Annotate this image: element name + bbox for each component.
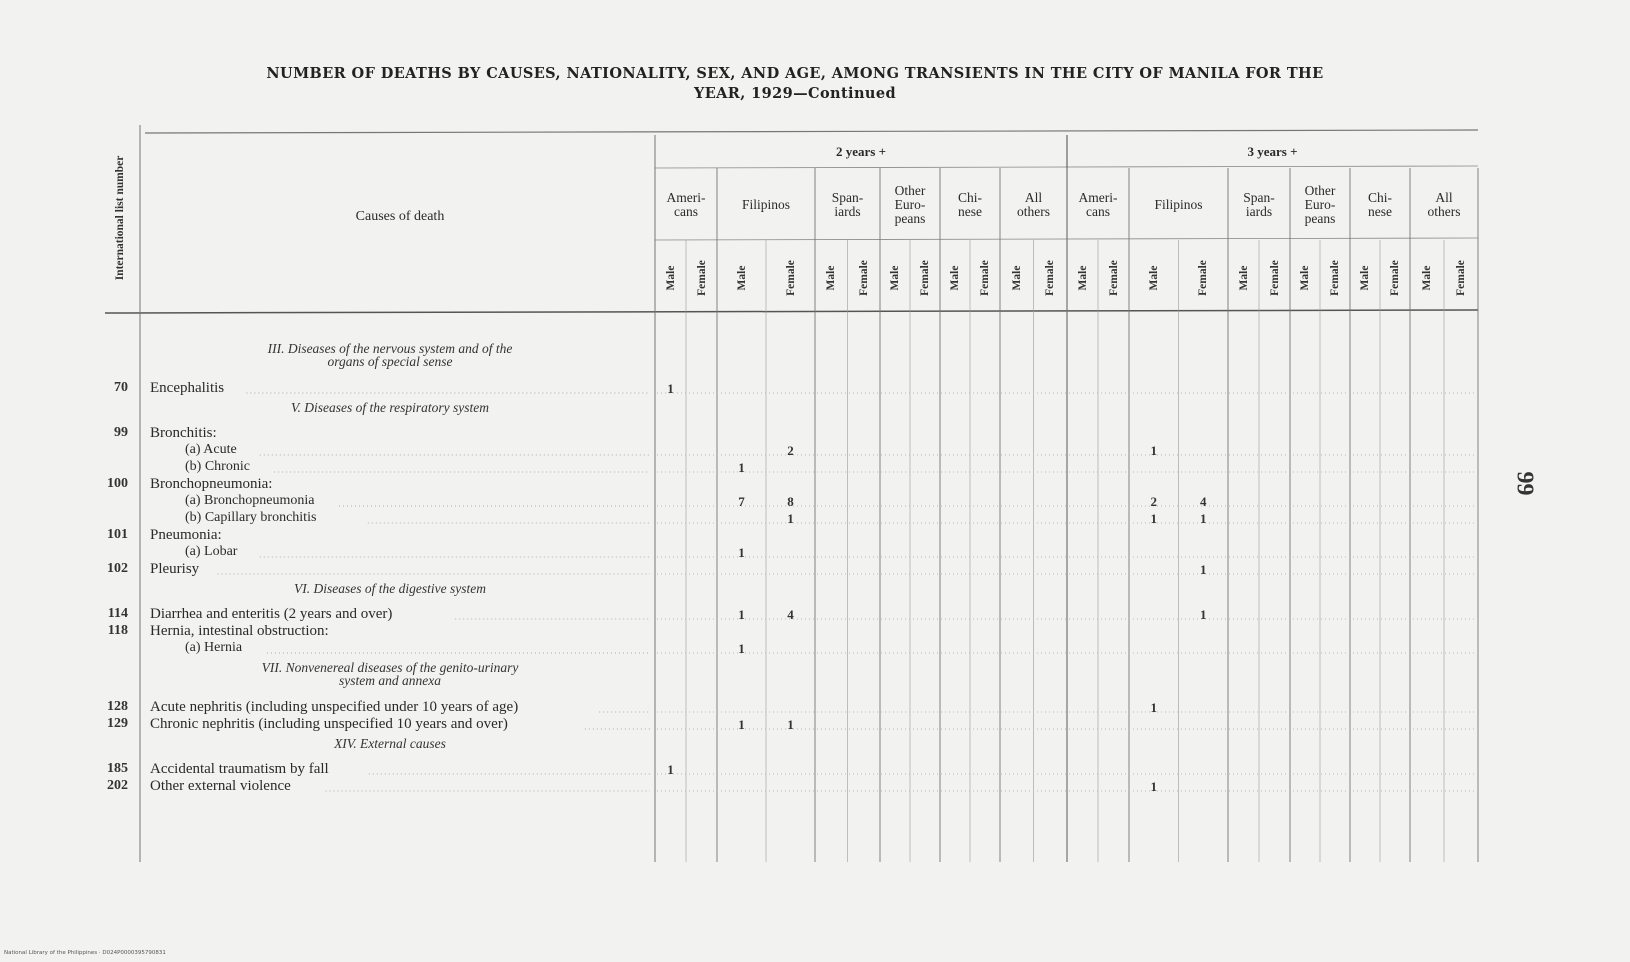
cell-value: 8 [787, 494, 794, 509]
header-sex-4: Male [825, 265, 838, 291]
header-sex-11: Female [1044, 260, 1057, 296]
header-nationality-0-3: Other Euro- peans [894, 183, 926, 226]
section-heading: VI. Diseases of the digestive system [294, 581, 486, 596]
row-number: 100 [107, 476, 128, 491]
title-line-1: NUMBER OF DEATHS BY CAUSES, NATIONALITY, SEX, AND AGE, AMONG TRANSIENTS IN THE CITY OF MANILA FOR THE [266, 65, 1324, 82]
cell-value: 1 [738, 607, 745, 622]
cell-value: 1 [738, 545, 745, 560]
header-nationality-1-2: Span- iards [1243, 190, 1275, 219]
header-sex-3: Female [784, 260, 797, 296]
header-sex-13: Female [1107, 260, 1120, 296]
cell-value: 1 [1150, 700, 1157, 715]
cell-value: 1 [1150, 511, 1157, 526]
section-heading: III. Diseases of the nervous system and of the organs of special sense [267, 341, 513, 369]
cell-value: 1 [738, 641, 745, 656]
header-bottom-rule [105, 310, 1478, 313]
cell-value: 1 [738, 460, 745, 475]
row-label: Bronchopneumonia: [150, 476, 273, 492]
header-sex-6: Male [889, 265, 901, 291]
row-number: 101 [107, 527, 128, 542]
header-sex-12: Male [1076, 265, 1089, 291]
cell-value: 2 [787, 443, 794, 458]
header-sex-16: Male [1237, 265, 1250, 291]
cell-value: 4 [787, 607, 794, 622]
header-sex-9: Female [979, 260, 991, 296]
header-sex-17: Female [1268, 260, 1281, 296]
cell-value: 1 [667, 762, 674, 777]
row-label: (a) Bronchopneumonia [185, 493, 315, 508]
header-group-1: 3 years + [1247, 144, 1298, 159]
page-number: 99 [1511, 471, 1538, 496]
header-nationality-0-2: Span- iards [831, 190, 864, 219]
header-sex-5: Female [857, 260, 870, 296]
row-label: Pneumonia: [150, 527, 222, 543]
header-sex-21: Female [1389, 260, 1401, 296]
header-nationality-0-5: All others [1017, 190, 1050, 219]
header-sex-19: Female [1329, 260, 1341, 296]
row-label: Chronic nephritis (including unspecified 10 years and over) [150, 716, 508, 732]
section-heading: XIV. External causes [334, 736, 446, 751]
header-international-list: International list number [114, 155, 126, 281]
header-causes: Causes of death [355, 209, 445, 224]
header-nationality-1-1: Filipinos [1154, 197, 1203, 212]
row-label: Bronchitis: [150, 425, 217, 441]
header-sex-8: Male [949, 265, 961, 291]
row-label: (a) Hernia [185, 640, 243, 655]
row-number: 202 [107, 778, 128, 793]
archive-footer: National Library of the Philippines · D024P0000395790831 [4, 950, 166, 956]
header-sex-0: Male [664, 265, 677, 291]
row-label: Encephalitis [150, 380, 225, 396]
row-label: (b) Capillary bronchitis [185, 510, 317, 525]
title-line-2: YEAR, 1929—Continued [693, 85, 897, 102]
row-label: (a) Acute [185, 442, 237, 457]
header-nationality-0-0: Ameri- cans [666, 190, 706, 219]
row-number: 70 [114, 380, 128, 395]
section-heading: VII. Nonvenereal diseases of the genito-urinary system and annexa [261, 660, 519, 688]
row-number: 128 [107, 699, 128, 714]
cell-value: 7 [738, 494, 745, 509]
cell-value: 1 [1150, 443, 1157, 458]
cell-value: 2 [1150, 494, 1157, 509]
header-sex-2: Male [735, 265, 748, 291]
header-sex-15: Female [1197, 260, 1210, 296]
header-sex-1: Female [695, 260, 708, 296]
row-number: 118 [107, 623, 128, 638]
row-label: Hernia, intestinal obstruction: [150, 623, 329, 639]
header-sex-14: Male [1147, 265, 1160, 291]
cell-value: 1 [1150, 779, 1157, 794]
header-top-rule [145, 130, 1478, 133]
section-heading: V. Diseases of the respiratory system [291, 400, 489, 415]
header-nationality-1-5: All others [1427, 190, 1461, 219]
row-label: (b) Chronic [185, 459, 250, 474]
row-label: Accidental traumatism by fall [150, 761, 329, 777]
header-sex-22: Male [1421, 265, 1433, 291]
row-label: Pleurisy [150, 561, 200, 577]
header-nationality-1-0: Ameri- cans [1078, 190, 1118, 219]
cell-value: 1 [667, 381, 674, 396]
header-nationality-1-4: Chi- nese [1367, 190, 1392, 219]
header-sex-7: Female [919, 260, 931, 296]
row-label: Diarrhea and enteritis (2 years and over) [150, 606, 393, 622]
cell-value: 1 [1200, 607, 1207, 622]
header-sex-20: Male [1359, 265, 1371, 291]
header-sex-10: Male [1010, 265, 1023, 291]
row-number: 185 [107, 761, 128, 776]
cell-value: 1 [1200, 562, 1207, 577]
row-number: 102 [107, 561, 128, 576]
header-nationality-0-4: Chi- nese [957, 190, 982, 219]
header-group-0: 2 years + [835, 144, 886, 159]
header-sex-23: Female [1455, 260, 1467, 296]
row-number: 129 [107, 716, 128, 731]
header-sex-18: Male [1299, 265, 1311, 291]
header-nationality-0-1: Filipinos [741, 197, 790, 212]
cell-value: 4 [1200, 494, 1207, 509]
row-label: Other external violence [150, 778, 291, 794]
header-nationality-1-3: Other Euro- peans [1304, 183, 1336, 226]
cell-value: 1 [787, 717, 794, 732]
cell-value: 1 [738, 717, 745, 732]
cell-value: 1 [787, 511, 794, 526]
row-label: Acute nephritis (including unspecified under 10 years of age) [150, 699, 519, 715]
row-number: 99 [114, 425, 128, 440]
row-label: (a) Lobar [185, 544, 238, 559]
cell-value: 1 [1200, 511, 1207, 526]
row-number: 114 [107, 606, 128, 621]
